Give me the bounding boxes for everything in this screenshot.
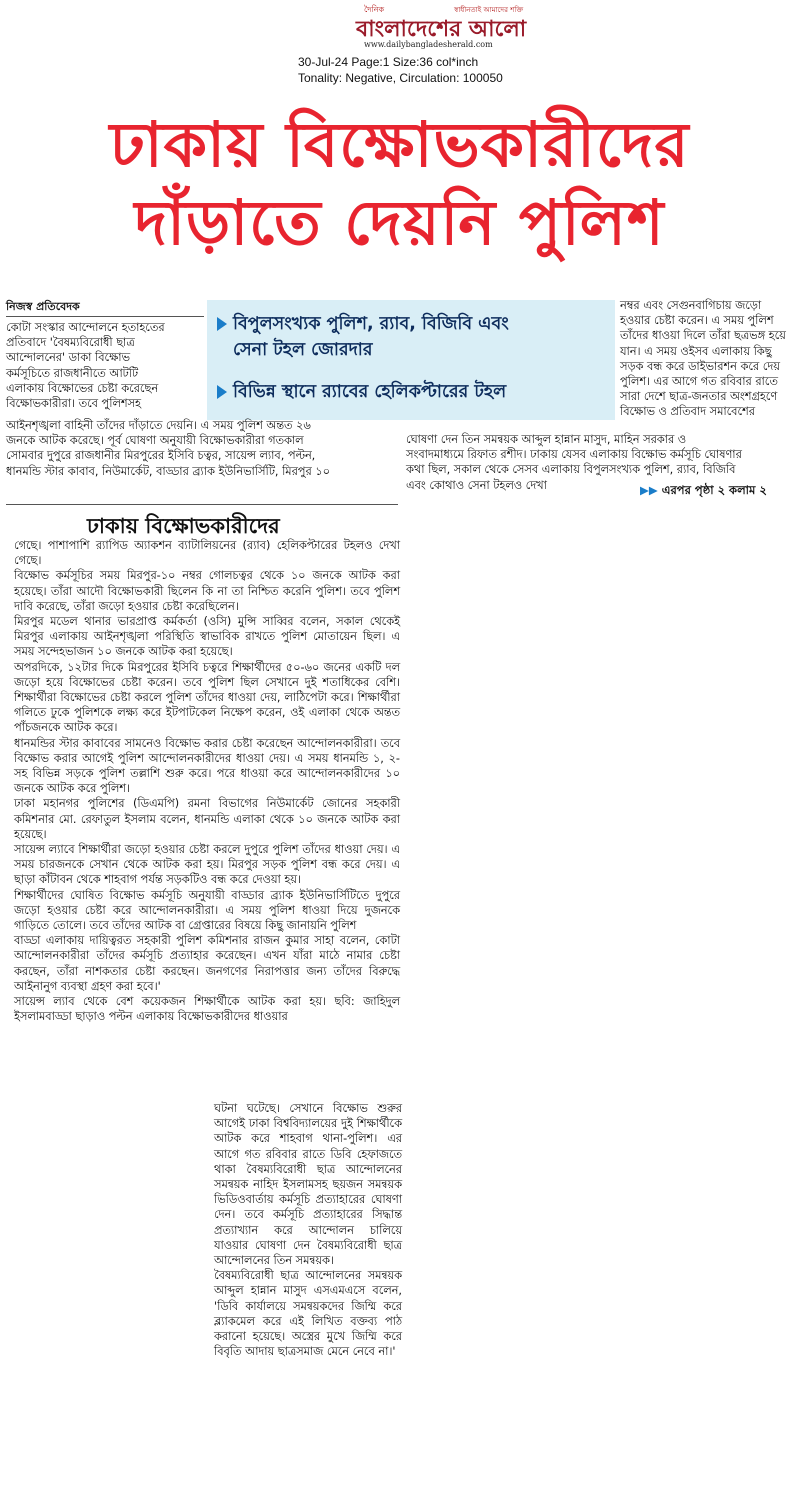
paragraph: অপরদিকে, ১২টার দিকে মিরপুরের ইসিবি চত্বরে শিক্ষার্থীদের ৫০-৬০ জনের একটি দল জড়ো হয়ে বিক্ষোভের চেষ্টা করেন। তবে পুলিশ ছিল সেখানে দুই শতাধিকের বেশি। শিক্ষার্থীরা বিক্ষোভের চেষ্টা করলে পুলিশ তাঁদের ধাওয়া দেয়, লাঠিপেটা করে। শিক্ষার্থীরা গলিতে ঢুকে পুলিশকে লক্ষ্য করে ইটপাটকেল নিক্ষেপ করেন, ওই এলাকা থেকে অন্তত পাঁচজনকে আটক করে।	[14, 660, 400, 735]
paragraph: সায়েন্স ল্যাবে শিক্ষার্থীরা জড়ো হওয়ার চেষ্টা করলে দুপুরে পুলিশ তাঁদের ধাওয়া দেয়। এ সময় চারজনকে সেখান থেকে আটক করা হয়। মিরপুর সড়ক পুলিশ বন্ধ করে দেয়। এ ছাড়া কাঁটাবন থেকে শাহবাগ পর্যন্ত সড়কটিও বন্ধ করে দেওয়া হয়।	[14, 843, 400, 887]
text-line: যান। এ সময় ওইসব এলাকায় কিছু	[620, 344, 772, 358]
paragraph: ধানমন্ডির স্টার কাবাবের সামনেও বিক্ষোভ করার চেষ্টা করেছেন আন্দোলনকারীরা। তবে বিক্ষোভ করার আগেই পুলিশ আন্দোলনকারীদের ধাওয়া দেয়। এ সময় ধানমন্ডি ১, ২-সহ বিভিন্ন সড়কে পুলিশ তল্লাশি শুরু করে। পরে ধাওয়া করে আন্দোলনকারীদের ১০ জনকে আটক করে পুলিশ।	[14, 736, 400, 796]
masthead	[0, 0, 799, 100]
arrow-icon	[217, 385, 227, 399]
body-column-main	[14, 538, 400, 1025]
text-line: কথা ছিল, সকাল থেকে সেসব এলাকায় বিপুলসংখ্যক পুলিশ, র‍্যাব, বিজিবি	[406, 463, 736, 477]
newspaper-logo	[316, 4, 556, 50]
text-line: তাঁদের ধাওয়া দিলে তাঁরা ছত্রভঙ্গ হয়ে	[620, 329, 786, 343]
paragraph: গেছে। পাশাপাশি র‍্যাপিড অ্যাকশন ব্যাটালিয়নের (র‍্যাব) হেলিকপ্টারের টহলও দেখা গেছে।	[14, 539, 400, 568]
section-rule	[6, 504, 398, 505]
logo-prefix: দৈনিক	[364, 5, 385, 14]
logo-url: www.dailybangladesherald.com	[364, 40, 493, 49]
paragraph: ঘটনা ঘটেছে। সেখানে বিক্ষোভ শুরুর আগেই ঢাকা বিশ্ববিদ্যালয়ের দুই শিক্ষার্থীকে আটক করে শাহবাগ থানা-পুলিশ। এর আগে গত রবিবার রাতে ডিবি হেফাজতে থাকা বৈষম্যবিরোধী ছাত্র আন্দোলনের সমন্বয়ক নাহিদ ইসলামসহ ছয়জন সমন্বয়ক ভিডিওবার্তায় কর্মসূচি প্রত্যাহারের ঘোষণা দেন। তবে কর্মসূচি প্রত্যাহারের সিদ্ধান্ত প্রত্যাখ্যান করে আন্দোলন চালিয়ে যাওয়ার ঘোষণা দেন বৈষম্যবিরোধী ছাত্র আন্দোলনের তিন সমন্বয়ক।	[214, 1102, 402, 1268]
text-line: আইনশৃঙ্খলা বাহিনী তাঁদের দাঁড়াতে দেয়নি। এ সময় পুলিশ অন্তত ২৬	[6, 419, 311, 432]
clip-meta-line2: Tonality: Negative, Circulation: 100050	[298, 71, 503, 85]
byline-rule	[6, 316, 204, 317]
text-line: সংবাদমাধ্যমে রিফাত রশীদ। ঢাকায় যেসব এলাকায় বিক্ষোভ কর্মসূচি ঘোষণার	[406, 448, 742, 462]
double-arrow-icon: ▶▶	[640, 483, 658, 497]
left-column	[6, 320, 204, 411]
headline-line1: ঢাকায় বিক্ষোভকারীদের	[109, 108, 690, 181]
text-line: সারা দেশে ছাত্র-জনতার অংশগ্রহণে	[620, 390, 778, 404]
paragraph: বাড্ডা এলাকায় দায়িত্বরত সহকারী পুলিশ কমিশনার রাজন কুমার সাহা বলেন, কোটা আন্দোলনকারীরা তাঁদের কর্মসূচি প্রত্যাহার করেছেন। এখন যাঁরা মাঠে নামার চেষ্টা করছেন, তাঁরা নাশকতার চেষ্টা করছেন। জনগণের নিরাপত্তার জন্য তাঁদের বিরুদ্ধে আইনানুগ ব্যবস্থা গ্রহণ করা হবে।'	[14, 934, 400, 993]
text-line: সড়ক বন্ধ করে ডাইভারশন করে দেয়	[620, 359, 780, 373]
text-line: প্রতিবাদে 'বৈষম্যবিরোধী ছাত্র	[6, 336, 135, 350]
logo-text: বাংলাদেশের আলো	[356, 17, 527, 42]
body-column-narrow	[214, 1101, 402, 1359]
arrow-icon	[217, 317, 227, 331]
sub-headline: ঢাকায় বিক্ষোভকারীদের	[87, 514, 280, 538]
text-line: বিক্ষোভকারীরা। তবে পুলিশসহ	[6, 397, 141, 411]
logo-tagline: স্বাধীনতাই আমাদের শক্তি	[454, 6, 524, 14]
text-line: ঘোষণা দেন তিন সমন্বয়ক আব্দুল হান্নান মাসুদ, মাহিন সরকার ও	[406, 433, 687, 446]
text-line: আন্দোলনের' ডাকা বিক্ষোভ	[6, 351, 130, 365]
paragraph: শিক্ষার্থীদের ঘোষিত বিক্ষোভ কর্মসূচি অনুযায়ী বাড্ডার ব্র্যাক ইউনিভার্সিটিতে দুপুরে জড়ো হওয়ার চেষ্টা করে আন্দোলনকারীরা। এ সময় পুলিশ ধাওয়া দিয়ে দুজনকে গাড়িতে তোলে। তবে তাঁদের আটক বা গ্রেপ্তারের বিষয়ে কিছু জানায়নি পুলিশ	[14, 888, 400, 933]
highlight-item: বিপুলসংখ্যক পুলিশ, র‍্যাব, বিজিবি এবং	[217, 312, 509, 336]
paragraph: সায়েন্স ল্যাব থেকে বেশ কয়েকজন শিক্ষার্থীকে আটক করা হয়। ছবি: জাহিদুল ইসলামবাড্ডা ছাড়াও পল্টন এলাকায় বিক্ষোভকারীদের ধাওয়ার	[14, 995, 400, 1024]
clip-meta-line1: 30-Jul-24 Page:1 Size:36 col*inch	[298, 55, 479, 69]
right-column	[620, 298, 793, 420]
continuation-note: ▶▶ এরপর পৃষ্ঠা ২ কলাম ২	[640, 483, 767, 497]
highlight-item: বিভিন্ন স্থানে র‍্যাবের হেলিকপ্টারের টহল	[217, 380, 506, 404]
wide-left-block	[6, 418, 398, 479]
text-line: কোটা সংস্কার আন্দোলনে হতাহতের	[6, 321, 165, 334]
text-line: নম্বর এবং সেগুনবাগিচায় জড়ো	[620, 299, 762, 312]
byline: নিজস্ব প্রতিবেদক	[6, 300, 80, 313]
highlight-box	[207, 300, 615, 420]
highlight-item-cont: সেনা টহল জোরদার	[233, 340, 373, 360]
text-line: পুলিশ। এর আগে গত রবিবার রাতে	[620, 375, 778, 389]
text-line: কর্মসূচিতে রাজধানীতে আটটি	[6, 366, 139, 380]
text-line: সোমবার দুপুরে রাজধানীর মিরপুরের ইসিবি চত্বর, সায়েন্স ল্যাব, পল্টন,	[6, 449, 316, 463]
text-line: হওয়ার চেষ্টা করেন। এ সময় পুলিশ	[620, 314, 774, 328]
text-line: এবং কোথাও সেনা টহলও দেখা	[406, 478, 547, 492]
text-line: জনকে আটক করেছে। পূর্ব ঘোষণা অনুযায়ী বিক্ষোভকারীরা গতকাল	[6, 434, 304, 448]
text-line: ধানমন্ডি স্টার কাবাব, নিউমার্কেট, বাড্ডার ব্র্যাক ইউনিভার্সিটি, মিরপুর ১০	[6, 464, 330, 478]
paragraph: বিক্ষোভ কর্মসূচির সময় মিরপুর-১০ নম্বর গোলচত্বর থেকে ১০ জনকে আটক করা হয়েছে। তাঁরা আদৌ বিক্ষোভকারী ছিলেন কি না তা নিশ্চিত করেনি পুলিশ। তবে পুলিশ দাবি করেছে, তাঁরা জড়ো হওয়ার চেষ্টা করেছিলেন।	[14, 569, 400, 613]
text-line: এলাকায় বিক্ষোভের চেষ্টা করেছেন	[6, 381, 159, 395]
text-line: বিক্ষোভ ও প্রতিবাদ সমাবেশের	[620, 405, 755, 419]
paragraph: বৈষম্যবিরোধী ছাত্র আন্দোলনের সমন্বয়ক আব্দুল হান্নান মাসুদ এসএমএসে বলেন, 'ডিবি কার্যালয়ে সমন্বয়কদের জিম্মি করে ব্ল্যাকমেল করে এই লিখিত বক্তব্য পাঠ করানো হয়েছে। অস্ত্রের মুখে জিম্মি করে বিবৃতি আদায় ছাত্রসমাজ মেনে নেবে না।'	[214, 1269, 402, 1359]
paragraph: ঢাকা মহানগর পুলিশের (ডিএমপি) রমনা বিভাগের নিউমার্কেট জোনের সহকারী কমিশনার মো. রেফাতুল ইসলাম বলেন, ধানমন্ডি এলাকা থেকে ১০ জনকে আটক করা হয়েছে।	[14, 797, 400, 841]
paragraph: মিরপুর মডেল থানার ভারপ্রাপ্ত কর্মকর্তা (ওসি) মুন্সি সাব্বির বলেন, সকাল থেকেই মিরপুর এলাকায় আইনশৃঙ্খলা পরিস্থিতি স্বাভাবিক রাখতে পুলিশ মোতায়েন ছিল। এ সময় সন্দেহভাজন ১০ জনকে আটক করা হয়েছে।	[14, 615, 400, 659]
headline-line2: দাঁড়াতে দেয়নি পুলিশ	[134, 186, 665, 259]
